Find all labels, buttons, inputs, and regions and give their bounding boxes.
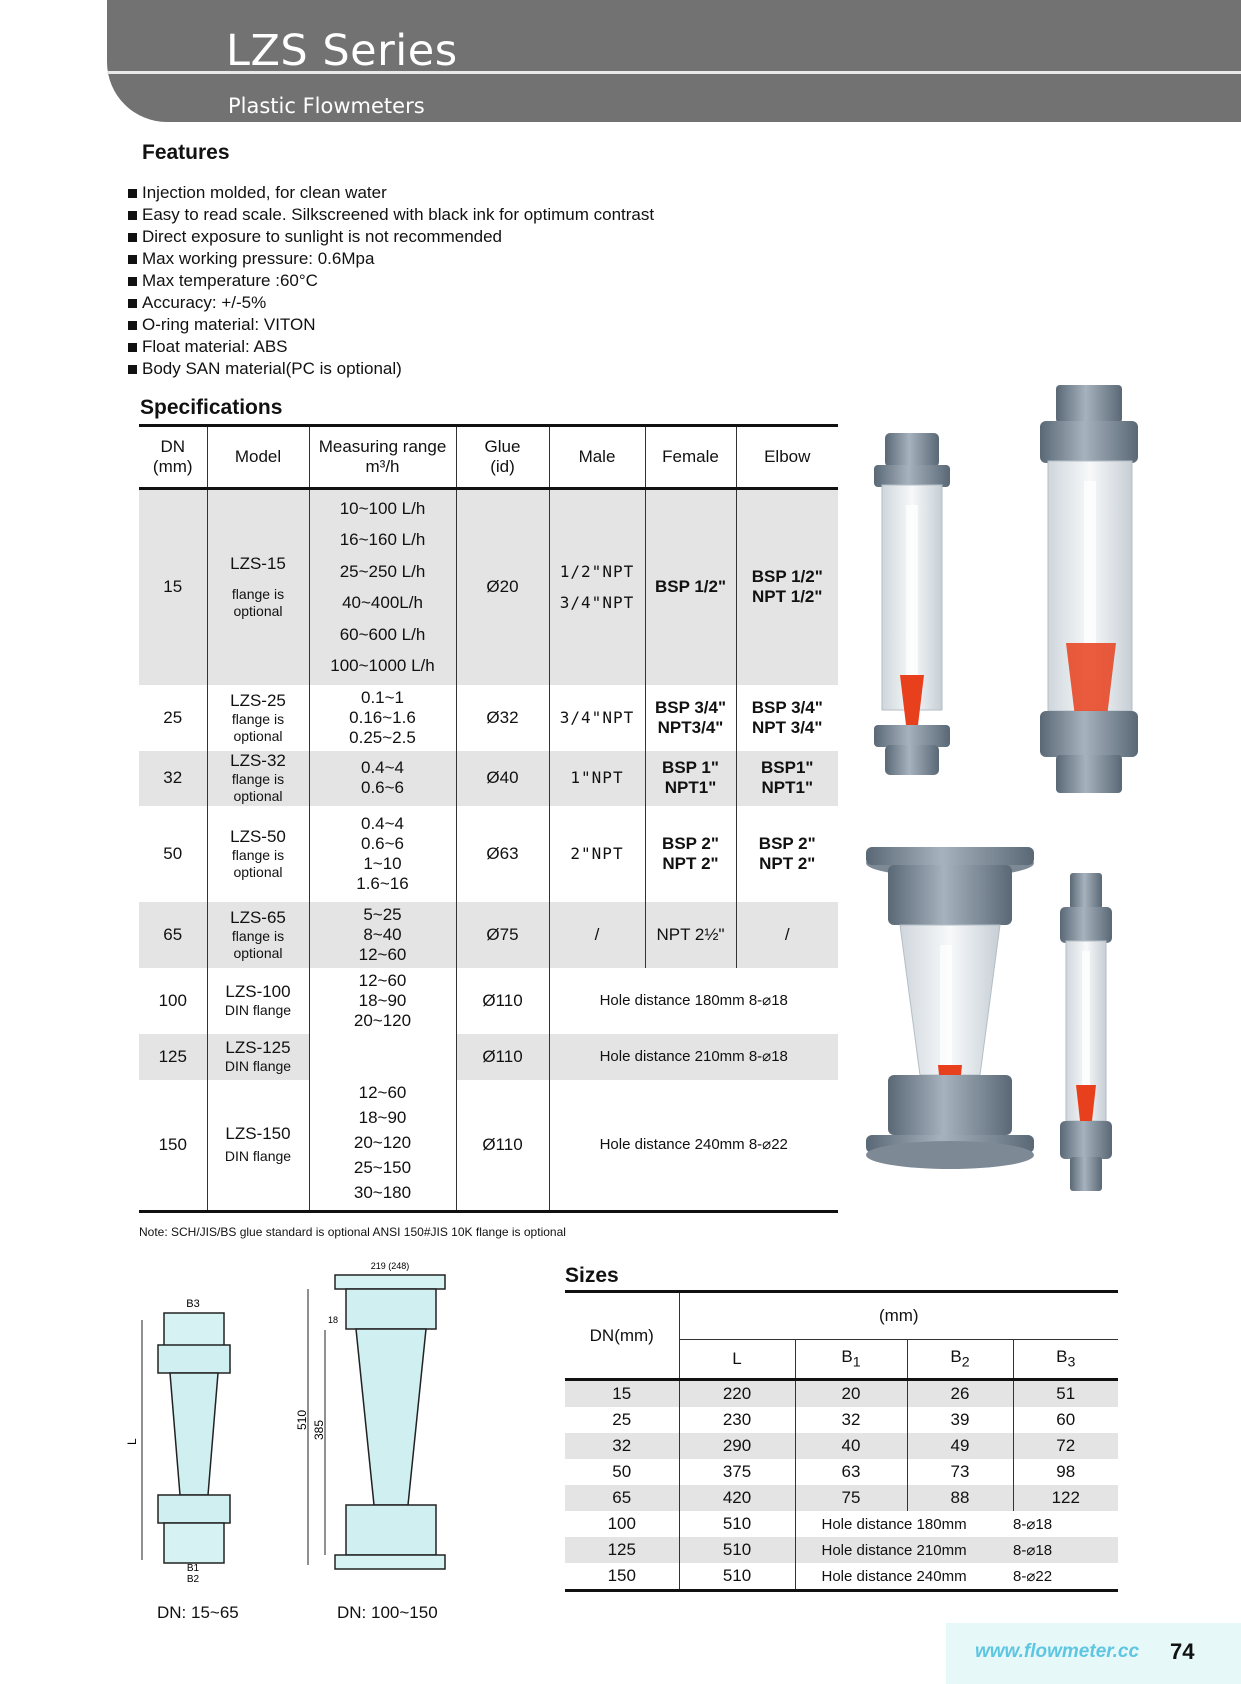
table-row: 25 230 32 39 60 <box>565 1407 1118 1433</box>
table-row: 65 420 75 88 122 <box>565 1485 1118 1511</box>
specifications-heading: Specifications <box>140 396 283 419</box>
sizes-table <box>565 1290 1118 1592</box>
flowmeter-photo-slim <box>1060 873 1112 1191</box>
table-row: 15 LZS-15 flange is optional 10~100 L/h 16~160 L/h 25~250 L/h 40~400L/h 60~600 L/h 100~1000 L/h Ø20 1/2"NPT 3/4"NPT BSP 1/2" BSP 1/2" NPT 1/2" <box>139 489 838 685</box>
label-l: L <box>125 1438 139 1445</box>
table-row: 15 220 20 26 51 <box>565 1380 1118 1408</box>
feature-item: Float material: ABS <box>126 336 654 358</box>
product-photos <box>860 385 1160 1235</box>
table-row: 125 510 Hole distance 210mm 8-⌀18 <box>565 1537 1118 1563</box>
feature-item: Accuracy: +/-5% <box>126 292 654 314</box>
spec-note: Note: SCH/JIS/BS glue standard is optional ANSI 150#JIS 10K flange is optional <box>139 1225 566 1239</box>
col-elbow: Elbow <box>736 426 838 489</box>
flowmeter-photo-small <box>874 433 950 775</box>
table-row: 32 LZS-32 flange is optional 0.4~4 0.6~6 Ø40 1"NPT BSP 1" NPT1" BSP1" NPT1" <box>139 751 838 806</box>
table-row: 125 LZS-125 DIN flange Ø110 Hole distance 210mm 8-⌀18 <box>139 1034 838 1080</box>
feature-item: Body SAN material(PC is optional) <box>126 358 654 380</box>
sizes-col-b2: $B_2$ <box>907 1340 1013 1380</box>
sizes-col-b3: $B_3$ <box>1013 1340 1118 1380</box>
drawing-caption-right: DN: 100~150 <box>337 1603 438 1622</box>
feature-item: Injection molded, for clean water <box>126 182 654 204</box>
label-top-width: 219 (248) <box>370 1261 410 1271</box>
table-row: 50 LZS-50 flange is optional 0.4~4 0.6~6 1~10 1.6~16 Ø63 2"NPT BSP 2" NPT 2" BSP 2" NPT 2" <box>139 806 838 902</box>
label-b1: B1 <box>186 1563 200 1574</box>
label-385: 385 <box>312 1419 326 1440</box>
table-row: 100 LZS-100 DIN flange 12~60 18~90 20~120 Ø110 Hole distance 180mm 8-⌀18 <box>139 968 838 1034</box>
flowmeter-photo-large <box>1040 385 1138 793</box>
sizes-col-dn: DN(mm) <box>565 1292 679 1380</box>
drawing-dn15-65 <box>142 1313 230 1563</box>
page-number: 74 <box>1170 1639 1195 1664</box>
table-row: 150 LZS-150 DIN flange 12~60 18~90 20~120 25~150 30~180 Ø110 Hole distance 240mm 8-⌀22 <box>139 1080 838 1212</box>
col-dn: DN (mm) <box>139 426 207 489</box>
table-row: 65 LZS-65 flange is optional 5~25 8~40 12~60 Ø75 / NPT 2½" / <box>139 902 838 968</box>
footer-url[interactable]: www.flowmeter.cc <box>975 1641 1140 1662</box>
feature-item: Max temperature :60°C <box>126 270 654 292</box>
table-row: 25 LZS-25 flange is optional 0.1~1 0.16~1.6 0.25~2.5 Ø32 3/4"NPT BSP 3/4" NPT3/4" BSP 3/4" NPT 3/4" <box>139 685 838 751</box>
feature-item: Easy to read scale. Silkscreened with black ink for optimum contrast <box>126 204 654 226</box>
drawing-caption-left: DN: 15~65 <box>157 1603 239 1622</box>
technical-drawings <box>120 1255 480 1595</box>
feature-item: O-ring material: VITON <box>126 314 654 336</box>
sizes-col-l: L <box>679 1340 795 1380</box>
label-b3: B3 <box>186 1298 200 1310</box>
table-row: 32 290 40 49 72 <box>565 1433 1118 1459</box>
specifications-table <box>139 424 838 1213</box>
table-row: 100 510 Hole distance 180mm 8-⌀18 <box>565 1511 1118 1537</box>
feature-item: Direct exposure to sunlight is not recommended <box>126 226 654 248</box>
col-range: Measuring range m³/h <box>309 426 456 489</box>
feature-item: Max working pressure: 0.6Mpa <box>126 248 654 270</box>
sizes-col-b1: $B_1$ <box>795 1340 907 1380</box>
features-list <box>126 182 654 380</box>
sizes-heading: Sizes <box>565 1264 619 1287</box>
label-510: 510 <box>295 1409 309 1430</box>
table-row: 50 375 63 73 98 <box>565 1459 1118 1485</box>
page-subtitle: Plastic Flowmeters <box>228 94 425 118</box>
label-18: 18 <box>328 1315 339 1325</box>
flowmeter-photo-flanged <box>866 847 1034 1169</box>
sizes-col-unit: (mm) <box>679 1292 1118 1340</box>
table-row: 150 510 Hole distance 240mm 8-⌀22 <box>565 1563 1118 1591</box>
col-male: Male <box>549 426 645 489</box>
features-heading: Features <box>142 141 230 164</box>
col-model: Model <box>207 426 309 489</box>
label-b2: B2 <box>186 1574 200 1585</box>
col-glue: Glue (id) <box>456 426 549 489</box>
col-female: Female <box>645 426 736 489</box>
page-title: LZS Series <box>226 26 458 76</box>
